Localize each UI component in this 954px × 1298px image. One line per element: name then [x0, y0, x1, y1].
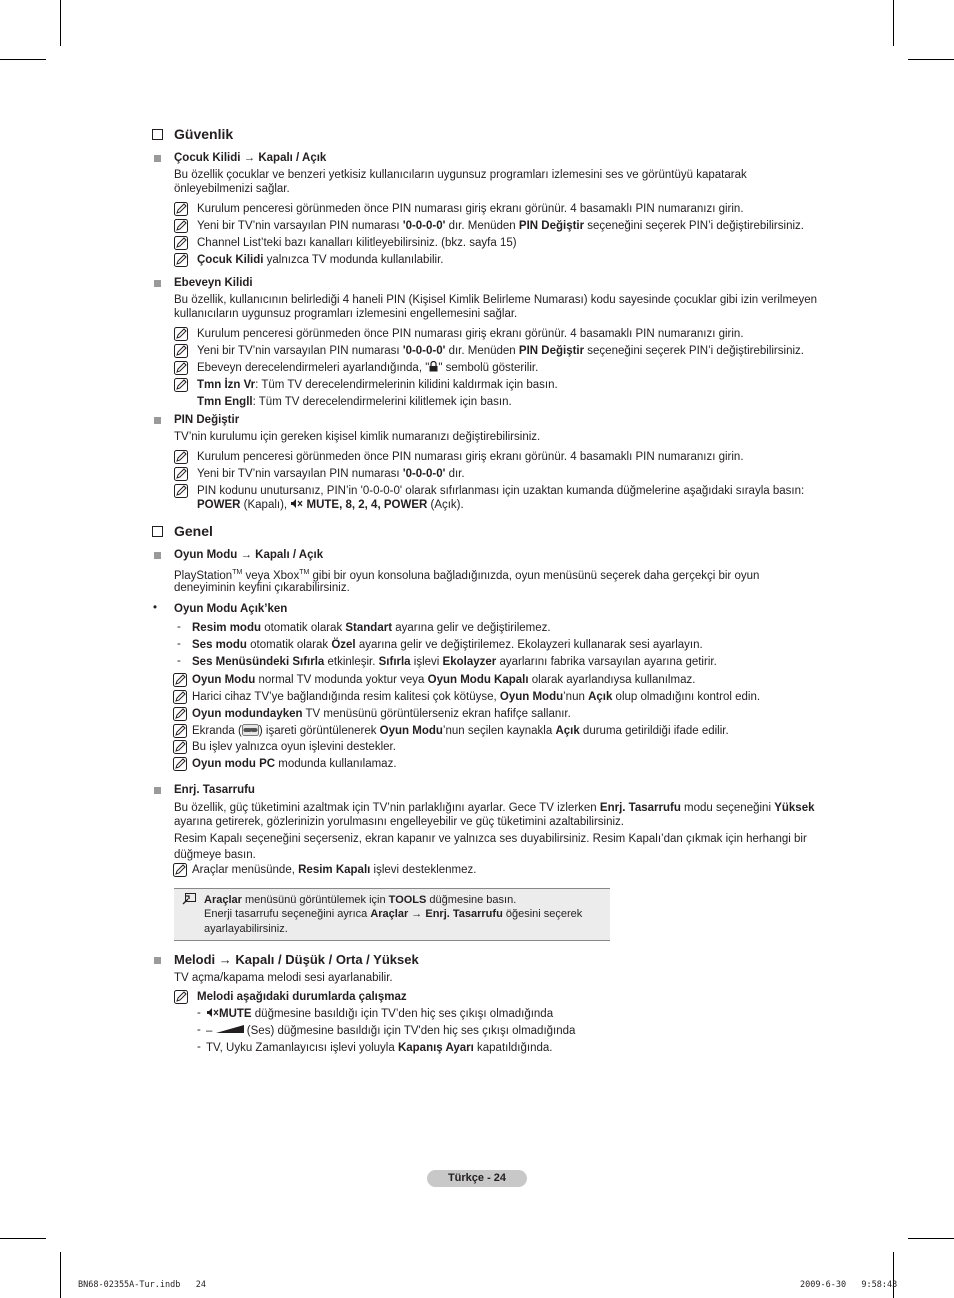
note-text: PIN kodunu unutursanız, PIN’in '0-0-0-0' olarak sıfırlanması için uzaktan kumanda düğmelerine aşağıdaki sırayla basın: [197, 485, 805, 497]
desc-line: TV açma/kapama melodi sesi ayarlanabilir. [174, 972, 393, 984]
tools-icon [182, 893, 196, 905]
note-pencil-icon [173, 690, 187, 704]
section-checkbox-icon [152, 129, 163, 140]
desc-line: Bu özellik, kullanıcının belirlediği 4 haneli PIN (Kişisel Kimlik Belirleme Numarası) kodu sayesinde çocuklar gibi izin verilmeyen [174, 294, 817, 306]
note-pencil-icon [174, 467, 188, 481]
note-pencil-icon [174, 378, 188, 392]
lock-icon [429, 361, 438, 372]
section-checkbox-icon [152, 526, 163, 537]
note-text: Çocuk Kilidi yalnızca TV modunda kullanılabilir. [197, 254, 444, 266]
note-text: Bu işlev yalnızca oyun işlevini destekler. [192, 741, 396, 753]
heading-ebeveyn-kilidi: Ebeveyn Kilidi [174, 277, 253, 289]
dash-bullet: - [177, 638, 181, 650]
crop-mark [0, 1238, 46, 1239]
heading-oyun-modu: Oyun Modu → Kapalı / Açık [174, 549, 324, 561]
dash-text: – (Ses) düğmesine basıldığı için TV'den hiç ses çıkışı olmadığında [206, 1025, 576, 1037]
section-title-guvenlik: Güvenlik [174, 126, 234, 142]
dash-bullet: - [197, 1041, 201, 1053]
note-text: Yeni bir TV’nin varsayılan PIN numarası '0-0-0-0' dır. [197, 468, 465, 480]
note-pencil-icon [174, 219, 188, 233]
note-pencil-icon [174, 344, 188, 358]
dash-bullet: - [197, 1007, 201, 1019]
note-text: POWER (Kapalı), MUTE, 8, 2, 4, POWER (Açık). [197, 499, 464, 511]
crop-mark [908, 1238, 954, 1239]
note-pencil-icon [173, 757, 187, 771]
note-text: Oyun modundayken TV menüsünü görüntülerseniz ekran hafifçe sallanır. [192, 708, 571, 720]
note-text: Kurulum penceresi görünmeden önce PIN numarası giriş ekranı görünür. 4 basamaklı PIN numaranızı girin. [197, 328, 744, 340]
note-text: Kurulum penceresi görünmeden önce PIN numarası giriş ekranı görünür. 4 basamaklı PIN numaranızı girin. [197, 451, 744, 463]
note-pencil-icon [174, 253, 188, 267]
desc-line: Resim Kapalı seçeneğini seçerseniz, ekran kapanır ve yalnızca ses duyabilirsiniz. Resim Kapalı’dan çıkmak için herhangi bir [174, 833, 807, 845]
tools-tip-text: Enerji tasarrufu seçeneğini ayrıca Araçlar → Enrj. Tasarrufu öğesini seçerek [204, 908, 583, 920]
note-text: Tmn İzn Vr: Tüm TV derecelendirmelerinin kilidini kaldırmak için basın. [197, 379, 558, 391]
note-text: Yeni bir TV’nin varsayılan PIN numarası '0-0-0-0' dır. Menüden PIN Değiştir seçeneğini seçerek PIN’i değiştirebilirsiniz. [197, 345, 804, 357]
note-text: Melodi aşağıdaki durumlarda çalışmaz [197, 991, 407, 1003]
crop-mark [908, 59, 954, 60]
mute-speaker-icon [206, 1007, 219, 1018]
square-bullet-icon [154, 280, 161, 287]
desc-line: TV’nin kurulumu için gereken kişisel kimlik numaranızı değiştirebilirsiniz. [174, 431, 541, 443]
dash-bullet: - [197, 1024, 201, 1036]
desc-line: Bu özellik, güç tüketimini azaltmak için TV’nin parlaklığını ayarlar. Gece TV izlerken Enrj. Tasarrufu modu seçeneğini Yüksek [174, 802, 815, 814]
note-text: Ebeveyn derecelendirmeleri ayarlandığında, " " sembolü gösterilir. [197, 362, 539, 374]
square-bullet-icon [154, 155, 161, 162]
volume-ramp-icon [216, 1025, 244, 1034]
square-bullet-icon [154, 417, 161, 424]
desc-line: deneyiminin keyfini çıkarabilirsiniz. [174, 582, 350, 594]
note-pencil-icon [174, 327, 188, 341]
note-text: Harici cihaz TV’ye bağlandığında resim kalitesi çok kötüyse, Oyun Modu’nun Açık olup olmadığını kontrol edin. [192, 691, 761, 703]
dash-text: MUTE düğmesine basıldığı için TV’den hiç ses çıkışı olmadığında [206, 1007, 553, 1021]
heading-enrj-tasarrufu: Enrj. Tasarrufu [174, 784, 255, 796]
crop-mark [893, 0, 894, 46]
note-pencil-icon [174, 450, 188, 464]
note-pencil-icon [174, 361, 188, 375]
note-pencil-icon [173, 863, 187, 877]
dash-text: Ses Menüsündeki Sıfırla etkinleşir. Sıfırla işlevi Ekolayzer ayarlarını fabrika varsayılan ayarına getirir. [192, 656, 717, 668]
note-text: Tmn Engll: Tüm TV derecelendirmelerini kilitlemek için basın. [197, 396, 512, 408]
heading-melodi: Melodi → Kapalı / Düşük / Orta / Yüksek [174, 952, 419, 967]
note-text: Yeni bir TV’nin varsayılan PIN numarası '0-0-0-0' dır. Menüden PIN Değiştir seçeneğini seçerek PIN’i değiştirebilirsiniz. [197, 220, 804, 232]
note-text: Channel List’teki bazı kanalları kilitleyebilirsiniz. (bkz. sayfa 15) [197, 237, 517, 249]
dash-text: TV, Uyku Zamanlayıcısı işlevi yoluyla Kapanış Ayarı kapatıldığında. [206, 1042, 553, 1054]
crop-mark [0, 59, 46, 60]
dash-bullet: - [177, 621, 181, 633]
heading-pin-degistir: PIN Değiştir [174, 414, 240, 426]
note-text: Oyun modu PC modunda kullanılamaz. [192, 758, 397, 770]
square-bullet-icon [154, 552, 161, 559]
desc-line: Bu özellik çocuklar ve benzeri yetkisiz kullanıcıların uygunsuz programları izlemesini ses ve görüntüyü kapatarak [174, 169, 747, 181]
print-footer-left: BN68-02355A-Tur.indb 24 [78, 1280, 206, 1290]
square-bullet-icon [154, 957, 161, 964]
desc-line: önleyebilmenizi sağlar. [174, 183, 290, 195]
square-bullet-icon [154, 787, 161, 794]
desc-line: kullanıcıların uygunsuz programları izlemesini engellemesini sağlar. [174, 308, 518, 320]
note-pencil-icon [174, 202, 188, 216]
note-text: Kurulum penceresi görünmeden önce PIN numarası giriş ekranı görünür. 4 basamaklı PIN numaranızı girin. [197, 203, 744, 215]
note-pencil-icon [173, 673, 187, 687]
crop-mark [60, 0, 61, 46]
tools-tip-text: ayarlayabilirsiniz. [204, 923, 288, 935]
note-text: Oyun Modu normal TV modunda yoktur veya Oyun Modu Kapalı olarak ayarlandıysa kullanılmaz. [192, 674, 696, 686]
page-number-badge: Türkçe - 24 [427, 1170, 527, 1187]
desc-line: ayarına getirerek, gözlerinizin yorulmasını engelleyebilir ve güç tüketimini azaltabilirsiniz. [174, 816, 624, 828]
subheading-oyun-acikken: Oyun Modu Açık’ken [174, 603, 288, 615]
note-text: Araçlar menüsünde, Resim Kapalı işlevi desteklenmez. [192, 864, 477, 876]
note-text: Ekranda ( ) işareti görüntülenerek Oyun Modu’nun seçilen kaynakla Açık duruma getirildiği ifade edilir. [192, 725, 729, 737]
crop-mark [893, 1252, 894, 1298]
gamepad-icon [242, 724, 259, 736]
tools-tip-text: Araçlar menüsünü görüntülemek için TOOLS düğmesine basın. [204, 894, 517, 906]
section-title-genel: Genel [174, 523, 213, 539]
note-pencil-icon [174, 484, 188, 498]
note-pencil-icon [174, 236, 188, 250]
note-pencil-icon [173, 707, 187, 721]
crop-mark [60, 1252, 61, 1298]
dot-bullet: • [153, 602, 158, 614]
dash-bullet: - [177, 655, 181, 667]
heading-cocuk-kilidi: Çocuk Kilidi → Kapalı / Açık [174, 152, 327, 164]
note-pencil-icon [173, 740, 187, 754]
note-pencil-icon [174, 990, 188, 1004]
mute-speaker-icon [290, 498, 303, 509]
desc-line: PlayStation™ veya Xbox™ gibi bir oyun konsoluna bağladığınızda, oyun menüsünü seçerek daha gerçekçi bir oyun [174, 569, 760, 582]
dash-text: Resim modu otomatik olarak Standart ayarına gelir ve değiştirilemez. [192, 622, 551, 634]
desc-line: düğmeye basın. [174, 849, 256, 861]
note-pencil-icon [173, 724, 187, 738]
dash-text: Ses modu otomatik olarak Özel ayarına gelir ve değiştirilemez. Ekolayzeri kullanarak sesi ayarlayın. [192, 639, 703, 651]
print-footer-right: 2009-6-30 9:58:43 [800, 1280, 898, 1290]
